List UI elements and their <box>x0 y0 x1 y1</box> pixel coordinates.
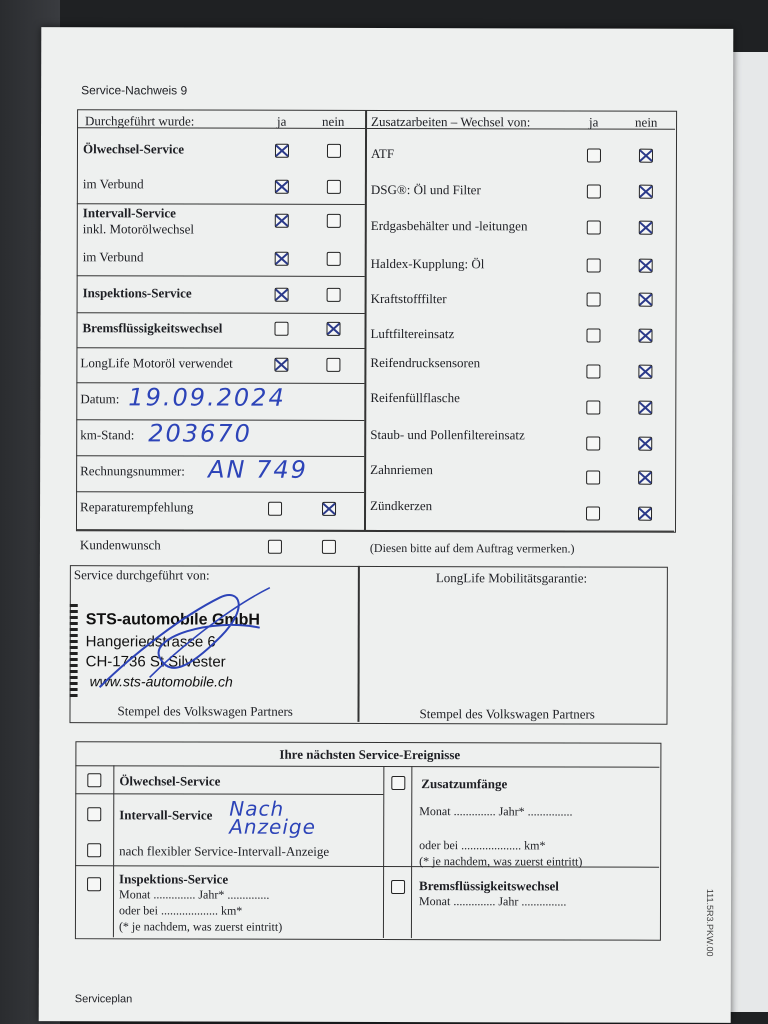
checkbox-no-left-3[interactable] <box>327 252 341 266</box>
checkbox-no-right-9[interactable] <box>638 471 652 485</box>
next-extra-month: Monat .............. Jahr* ............... <box>419 804 573 819</box>
next-oil-checkbox[interactable] <box>87 773 101 787</box>
checkbox-yes-left-3[interactable] <box>275 252 289 266</box>
row-oil-service: Ölwechsel-Service <box>82 141 185 157</box>
checkbox-customer-no[interactable] <box>322 540 336 554</box>
checkbox-yes-left-2[interactable] <box>275 214 289 228</box>
next-inspection: Inspektions-Service <box>119 871 229 887</box>
service-by-label: Service durchgeführt von: <box>73 567 210 583</box>
service-booklet-page <box>39 27 734 1023</box>
stamp-street: Hangeriedstrasse 6 <box>85 633 216 651</box>
checkbox-yes-right-1[interactable] <box>587 185 601 199</box>
checkbox-yes-right-9[interactable] <box>586 471 600 485</box>
checkbox-no-left-6[interactable] <box>326 358 340 372</box>
checkbox-yes-left-0[interactable] <box>275 144 289 158</box>
col-no-header: nein <box>322 113 345 129</box>
checkbox-yes-right-5[interactable] <box>586 329 600 343</box>
footer-label: Serviceplan <box>74 993 133 1006</box>
extra-atf: ATF <box>370 145 395 162</box>
checkbox-no-right-3[interactable] <box>639 259 653 273</box>
col-yes-header-right: ja <box>589 114 599 130</box>
page-title: Service-Nachweis 9 <box>81 83 188 98</box>
row-brake-fluid: Bremsflüssigkeitswechsel <box>82 320 223 336</box>
stamp-caption-left: Stempel des Volkswagen Partners <box>117 703 293 719</box>
extra-tyre-bottle: Reifenfüllflasche <box>370 389 460 406</box>
km-handwritten: 203670 <box>148 419 252 448</box>
col-yes-header: ja <box>277 113 287 129</box>
checkbox-yes-left-5[interactable] <box>274 322 288 336</box>
date-handwritten: 19.09.2024 <box>128 383 286 412</box>
checkbox-yes-left-4[interactable] <box>275 288 289 302</box>
next-brake: Bremsflüssigkeitswechsel <box>419 878 559 894</box>
row-inspection: Inspektions-Service <box>82 285 192 301</box>
longlife-label: LongLife Mobilitätsgarantie: <box>435 570 588 586</box>
checkbox-no-left-0[interactable] <box>327 144 341 158</box>
checkbox-yes-right-0[interactable] <box>587 149 601 163</box>
checkbox-yes-left-1[interactable] <box>275 180 289 194</box>
stamp-barcode <box>70 601 78 697</box>
checkbox-no-right-7[interactable] <box>638 401 652 415</box>
next-interval-checkbox[interactable] <box>87 807 101 821</box>
checkbox-yes-right-4[interactable] <box>587 293 601 307</box>
extra-air-filter: Luftfiltereinsatz <box>370 325 455 342</box>
next-extra-footnote: (* je nachdem, was zuerst eintritt) <box>419 854 583 869</box>
stamp-web: www.sts-automobile.ch <box>89 673 233 690</box>
next-oil-service: Ölwechsel-Service <box>119 773 221 789</box>
next-flex-checkbox[interactable] <box>87 843 101 857</box>
footer-code: 111.5R3.PKW.00 <box>704 888 716 957</box>
customer-note: (Diesen bitte auf dem Auftrag vermerken.) <box>369 540 575 556</box>
row-oil-combined: im Verbund <box>82 176 144 192</box>
next-brake-month: Monat .............. Jahr ............... <box>418 894 567 909</box>
checkbox-customer-yes[interactable] <box>268 540 282 554</box>
checkbox-yes-right-2[interactable] <box>587 221 601 235</box>
col-no-header-right: nein <box>635 114 658 130</box>
checkbox-no-right-1[interactable] <box>639 185 653 199</box>
checkbox-yes-right-8[interactable] <box>586 437 600 451</box>
extra-timing-belt: Zahnriemen <box>370 461 433 478</box>
checkbox-repair-no[interactable] <box>322 502 336 516</box>
stamp-company: STS-automobile GmbH <box>85 611 261 629</box>
repair-label: Reparaturempfehlung <box>80 499 194 515</box>
checkbox-no-left-1[interactable] <box>327 180 341 194</box>
checkbox-yes-right-7[interactable] <box>586 401 600 415</box>
extra-tpms: Reifendrucksensoren <box>370 354 481 371</box>
next-flex-interval: nach flexibler Service-Intervall-Anzeige <box>119 843 330 859</box>
col-done-header: Durchgeführt wurde: <box>85 113 195 129</box>
invoice-label: Rechnungsnummer: <box>80 463 185 479</box>
next-events-title: Ihre nächsten Service-Ereignisse <box>279 746 461 763</box>
next-extra: Zusatzumfänge <box>421 776 508 792</box>
checkbox-yes-right-3[interactable] <box>587 259 601 273</box>
next-insp-month: Monat .............. Jahr* .............. <box>119 887 270 902</box>
checkbox-yes-right-10[interactable] <box>586 507 600 521</box>
signature-scribble <box>90 577 290 698</box>
next-insp-km: oder bei ................... km* <box>118 903 243 918</box>
extra-gas-tank: Erdgasbehälter und -leitungen <box>370 217 528 234</box>
checkbox-no-left-4[interactable] <box>327 288 341 302</box>
checkbox-yes-right-6[interactable] <box>586 365 600 379</box>
checkbox-no-right-4[interactable] <box>639 293 653 307</box>
km-label: km-Stand: <box>80 427 135 443</box>
row-interval-service: Intervall-Service <box>82 205 176 221</box>
checkbox-no-right-10[interactable] <box>638 507 652 521</box>
checkbox-no-right-0[interactable] <box>639 149 653 163</box>
checkbox-no-right-5[interactable] <box>638 329 652 343</box>
extra-haldex: Haldex-Kupplung: Öl <box>370 255 485 272</box>
checkbox-no-right-8[interactable] <box>638 437 652 451</box>
checkbox-repair-yes[interactable] <box>268 502 282 516</box>
checkbox-layer <box>41 27 733 29</box>
col-extra-header: Zusatzarbeiten – Wechsel von: <box>371 113 531 130</box>
stamp-caption-right: Stempel des Volkswagen Partners <box>419 706 595 722</box>
row-interval-combined: im Verbund <box>82 249 144 265</box>
next-brake-checkbox[interactable] <box>391 880 405 894</box>
next-inspection-checkbox[interactable] <box>87 877 101 891</box>
next-extra-km: oder bei .................... km* <box>419 838 546 853</box>
checkbox-no-right-2[interactable] <box>639 221 653 235</box>
extra-pollen-filter: Staub- und Pollenfiltereinsatz <box>370 426 525 443</box>
row-longlife-oil: LongLife Motoröl verwendet <box>80 355 233 371</box>
next-insp-note: (* je nachdem, was zuerst eintritt) <box>118 919 283 934</box>
next-extra-checkbox[interactable] <box>391 776 405 790</box>
next-handwritten-note: Nach Anzeige <box>229 796 316 839</box>
next-interval-service: Intervall-Service <box>119 807 213 823</box>
checkbox-yes-left-6[interactable] <box>274 358 288 372</box>
extra-spark-plugs: Zündkerzen <box>370 497 433 514</box>
date-label: Datum: <box>80 391 120 407</box>
stamp-city: CH-1736 St.Silvester <box>85 653 226 671</box>
invoice-handwritten: AN 749 <box>208 455 308 484</box>
extra-dsg: DSG®: Öl und Filter <box>370 181 481 198</box>
checkbox-no-right-6[interactable] <box>638 365 652 379</box>
customer-label: Kundenwunsch <box>79 537 161 553</box>
row-interval-sub: inkl. Motorölwechsel <box>82 221 195 237</box>
checkbox-no-left-5[interactable] <box>326 322 340 336</box>
extra-fuel-filter: Kraftstofffilter <box>370 290 447 307</box>
checkbox-no-left-2[interactable] <box>327 214 341 228</box>
